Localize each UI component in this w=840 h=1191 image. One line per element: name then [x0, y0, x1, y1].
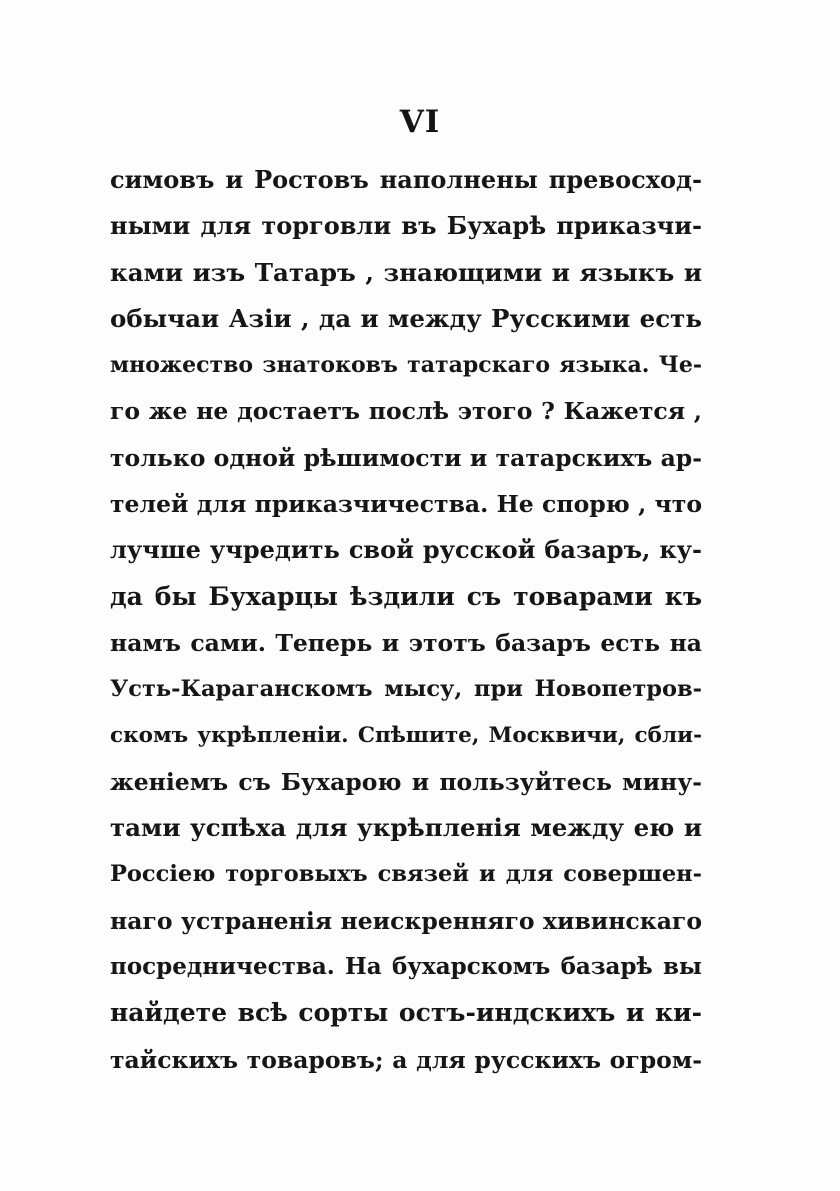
page-number: VI: [399, 104, 441, 140]
text-line: скомъ укрѣпленіи. Спѣшите, Москвичи, сбли-: [110, 722, 702, 748]
text-line: множество знатоковъ татарскаго языка. Че-: [110, 352, 702, 379]
text-line: намъ сами. Теперь и этотъ базаръ есть на: [110, 628, 702, 657]
text-line: наго устраненія неискренняго хивинскаго: [110, 906, 702, 935]
text-line: только одной рѣшимости и татарскихъ ар-: [110, 443, 702, 472]
text-line: посредничества. На бухарскомъ базарѣ вы: [110, 953, 702, 981]
text-line: ками изъ Татаръ , знающими и языкъ и: [110, 257, 702, 287]
text-line: обычаи Азіи , да и между Русскими есть: [110, 303, 702, 333]
text-line: найдете всѣ сорты остъ-индскихъ и ки-: [110, 998, 702, 1028]
body-text: [110, 157, 702, 1083]
text-line: телей для приказчичества. Не спорю , что: [110, 490, 702, 519]
text-line: женіемъ съ Бухарою и пользуйтесь мину-: [110, 767, 702, 796]
text-line: тами успѣха для укрѣпленія между ею и: [110, 813, 702, 843]
text-line: тайскихъ товаровъ; а для русскихъ огром-: [110, 1045, 702, 1074]
text-line: Россіею торговыхъ связей и для совершен-: [110, 861, 702, 888]
text-line: Усть-Караганскомъ мысу, при Новопетров-: [110, 676, 702, 703]
text-line: да бы Бухарцы ѣздили съ товарами къ: [110, 581, 702, 611]
text-line: ными для торговли въ Бухарѣ приказчи-: [110, 211, 702, 241]
text-line: симовъ и Ростовъ наполнены превосход-: [110, 165, 702, 194]
text-line: го же не достаетъ послѣ этого ? Кажется ,: [110, 397, 702, 426]
text-line: лучше учредить свой русской базаръ, ку-: [110, 535, 702, 565]
